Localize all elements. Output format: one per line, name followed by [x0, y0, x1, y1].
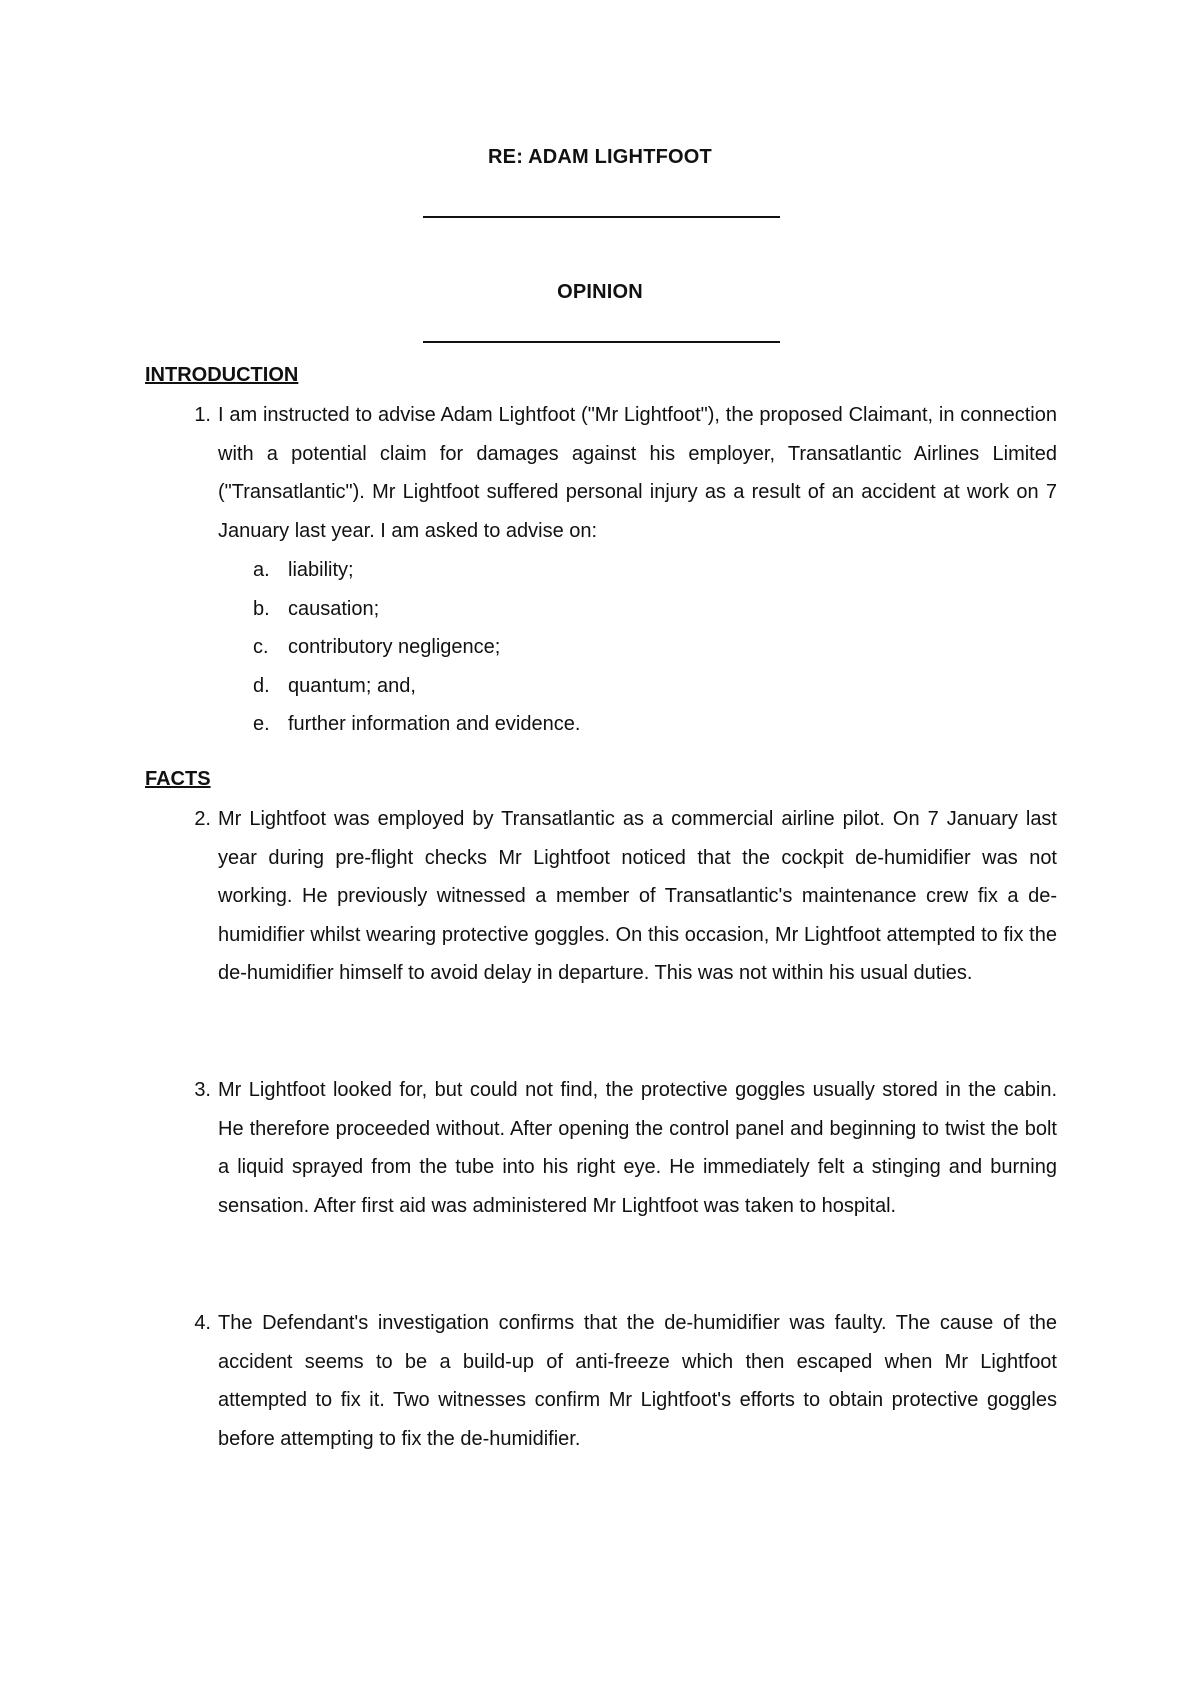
subtitle-divider — [423, 341, 780, 343]
list-item-letter: c. — [253, 636, 269, 658]
paragraph-number: 3. — [194, 1079, 211, 1101]
list-item — [145, 705, 984, 744]
numbered-paragraph — [145, 1304, 1057, 1460]
section-heading-introduction: INTRODUCTION — [145, 364, 299, 386]
list-item-text: liability; — [288, 559, 354, 581]
section-heading-facts: FACTS — [145, 768, 211, 790]
title-divider — [423, 216, 780, 218]
paragraph-text: I am instructed to advise Adam Lightfoot ("Mr Lightfoot"), the proposed Claimant, in connection with a potential claim for damages against his employer, Transatlantic Airlines Limited ("Transatlantic"). Mr Lightfoot suffered personal injury as a result of an accident at work on 7 January last year. I am asked to advise on: — [218, 404, 1057, 542]
list-item-text: quantum; and, — [288, 674, 416, 697]
numbered-paragraph — [145, 800, 1057, 1032]
document-subtitle: OPINION — [557, 281, 643, 303]
document-title: RE: ADAM LIGHTFOOT — [488, 146, 712, 168]
list-item-letter: d. — [253, 674, 270, 697]
list-item-letter: e. — [253, 713, 270, 735]
list-item — [145, 590, 984, 629]
list-item — [145, 667, 984, 706]
numbered-paragraph — [145, 1071, 1057, 1265]
list-item — [145, 628, 984, 667]
list-item-text: further information and evidence. — [288, 713, 581, 735]
list-item-text: contributory negligence; — [288, 636, 501, 658]
list-item-letter: b. — [253, 597, 270, 620]
list-item — [145, 551, 984, 590]
paragraph-number: 1. — [194, 404, 211, 426]
paragraph-number: 4. — [194, 1312, 211, 1334]
paragraph-text: The Defendant's investigation confirms that the de-humidifier was faulty. The cause of the accident seems to be a build-up of anti-freeze which then escaped when Mr Lightfoot attempted to fix it. Two witnesses confirm Mr Lightfoot's efforts to obtain protective goggles before attempting to fix the de-humidifier. — [218, 1312, 1057, 1450]
list-item-letter: a. — [253, 559, 270, 581]
advice-list — [145, 551, 984, 744]
numbered-paragraph — [145, 396, 1057, 556]
paragraph-text: Mr Lightfoot looked for, but could not find, the protective goggles usually stored in the cabin. He therefore proceeded without. After opening the control panel and beginning to twist the bolt a liquid sprayed from the tube into his right eye. He immediately felt a stinging and burning sensation. After first aid was administered Mr Lightfoot was taken to hospital. — [218, 1079, 1057, 1217]
list-item-text: causation; — [288, 597, 380, 620]
paragraph-text: Mr Lightfoot was employed by Transatlantic as a commercial airline pilot. On 7 January last year during pre-flight checks Mr Lightfoot noticed that the cockpit de-humidifier was not working. He previously witnessed a member of Transatlantic's maintenance crew fix a de-humidifier whilst wearing protective goggles. On this occasion, Mr Lightfoot attempted to fix the de-humidifier himself to avoid delay in departure. This was not within his usual duties. — [218, 808, 1057, 984]
paragraph-number: 2. — [194, 808, 211, 830]
